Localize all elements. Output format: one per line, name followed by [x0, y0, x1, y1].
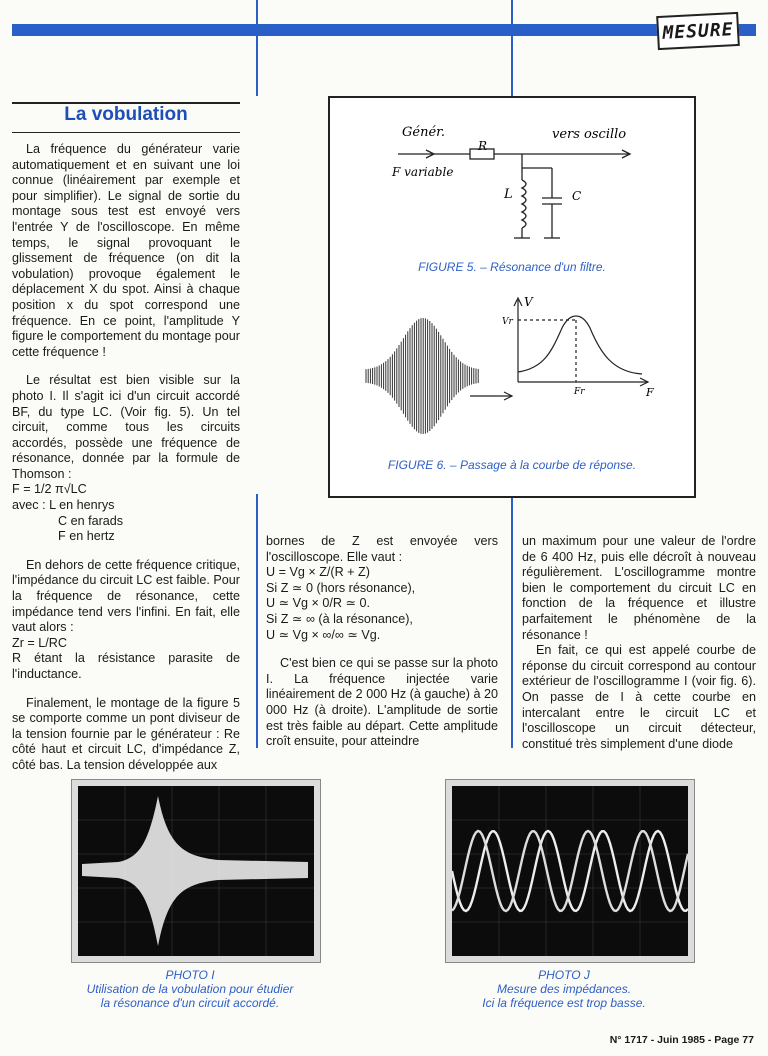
unit-line: avec : L en henrys	[12, 498, 115, 513]
paragraph: R étant la résistance parasite de l'inductance.	[12, 651, 240, 681]
equation: Si Z ≃ 0 (hors résonance),	[266, 580, 416, 595]
figure-6-plot	[330, 292, 694, 462]
photo-j-title: PHOTO J	[538, 968, 590, 982]
equation: Si Z ≃ ∞ (à la résonance),	[266, 611, 413, 626]
paragraph: En dehors de cette fréquence critique, l'impédance du circuit LC est faible. Pour la fréquence de résonance, cette impédance tend vers l'infini. En fait, elle vaut alors :	[12, 557, 240, 635]
figure-6-caption: FIGURE 6. – Passage à la courbe de réponse.	[387, 458, 637, 472]
label-inductor: L	[504, 187, 513, 202]
photo-j-oscillogram	[452, 786, 688, 956]
section-badge: MESURE	[656, 12, 740, 50]
figure-5-schematic	[330, 98, 694, 258]
column-rule-right	[511, 0, 513, 96]
photo-i-oscillogram	[78, 786, 314, 956]
impedance-formula: Zr = L/RC	[12, 635, 67, 650]
inductor-coil	[522, 180, 526, 228]
text-column-3	[522, 534, 756, 765]
photo-i	[72, 780, 320, 962]
paragraph: En fait, ce qui est appelé courbe de réponse du circuit correspond au contour extérieur de l'oscillogramme I (voir fig. 6). On passe de I à cette courbe en intercalant entre le circuit LC et l'oscilloscope un circuit détecteur, constitué très simplement d'une diode	[522, 643, 756, 751]
label-fr: Fr	[574, 387, 585, 397]
paragraph: Le résultat est bien visible sur la photo I. Il s'agit ici d'un circuit accordé BF, du type LC. (Voir fig. 5). Un tel circuit, comme tous les circuits accordés, possède une fréquence de résonance, donnée par la formule de Thomson :	[12, 373, 240, 481]
paragraph: La fréquence du générateur varie automatiquement et en suivant une loi connue (linéairement par exemple et pour simplifier). Le signal de sortie du montage sous test est envoyé vers l'entrée Y de l'oscilloscope. En même temps, le signal provoquant le glissement de fréquence (on dit la vobulation) provoque également le déplacement X du spot. Ainsi à chaque position x du spot correspond une fréquence. En ce point, l'amplitude Y figure le comportement du montage pour cette fréquence !	[12, 142, 240, 359]
photo-j-line: Ici la fréquence est trop basse.	[482, 996, 646, 1010]
equation: U ≃ Vg × 0/R ≃ 0.	[266, 596, 371, 611]
label-capacitor: C	[572, 189, 582, 203]
photo-i-line: Utilisation de la vobulation pour étudier	[86, 982, 294, 996]
photo-j-caption	[434, 968, 694, 1010]
text-column-2	[266, 534, 498, 763]
equation: U ≃ Vg × ∞/∞ ≃ Vg.	[266, 627, 381, 642]
unit-line: C en farads	[58, 513, 124, 528]
text-column-1	[12, 142, 240, 787]
sine-trace-a	[452, 831, 688, 911]
photo-i-caption	[60, 968, 320, 1010]
title-rule-bottom	[12, 132, 240, 133]
label-gener: Génér.	[402, 125, 446, 140]
label-v: V	[524, 295, 533, 309]
header-bar	[12, 24, 660, 36]
paragraph: un maximum pour une valeur de l'ordre de 6 400 Hz, puis elle décroît à nouveau régulièrement. L'oscillogramme montre bien le comportement du circuit LC en fonction de la fréquence et illustre parfaitement le phénomène de la résonance !	[522, 534, 756, 642]
response-curve	[518, 316, 642, 374]
label-f: F	[646, 386, 654, 399]
unit-line: F en hertz	[58, 529, 115, 544]
section-title: La vobulation	[64, 104, 188, 125]
paragraph: Finalement, le montage de la figure 5 se comporte comme un pont diviseur de la tension fournie par le générateur : Re côté haut et circuit LC, d'impédance Z, côté bas. La tension développée aux	[12, 695, 240, 772]
label-vr: Vr	[502, 317, 513, 327]
label-f-variable: F variable	[392, 165, 454, 179]
label-resistor: R	[478, 139, 488, 153]
thomson-formula: F = 1/2 π√LC	[12, 482, 87, 497]
label-vers-oscillo: vers oscillo	[552, 127, 627, 142]
column-rule-right-lower	[511, 494, 513, 748]
column-rule-left	[256, 0, 258, 96]
page-footer: N° 1717 - Juin 1985 - Page 77	[609, 1034, 754, 1046]
equation: U = Vg × Z/(R + Z)	[266, 565, 370, 580]
photo-i-title: PHOTO I	[165, 968, 215, 982]
figure-box	[328, 96, 696, 498]
vobulation-burst	[366, 318, 478, 434]
column-rule-left-lower	[256, 494, 258, 748]
paragraph: bornes de Z est envoyée vers l'oscilloscope. Elle vaut :	[266, 534, 498, 564]
resonance-envelope	[82, 796, 308, 946]
photo-i-line: la résonance d'un circuit accordé.	[100, 996, 280, 1010]
figure-5-caption: FIGURE 5. – Résonance d'un filtre.	[418, 260, 606, 274]
photo-j	[446, 780, 694, 962]
photo-j-line: Mesure des impédances.	[496, 982, 632, 996]
paragraph: C'est bien ce qui se passe sur la photo I. La fréquence injectée varie linéairement de 2 000 Hz (à gauche) à 20 000 Hz (à droite). L'amplitude de sortie est très faible au départ. Cette amplitude croît ensuite, pour atteindre	[266, 656, 498, 749]
